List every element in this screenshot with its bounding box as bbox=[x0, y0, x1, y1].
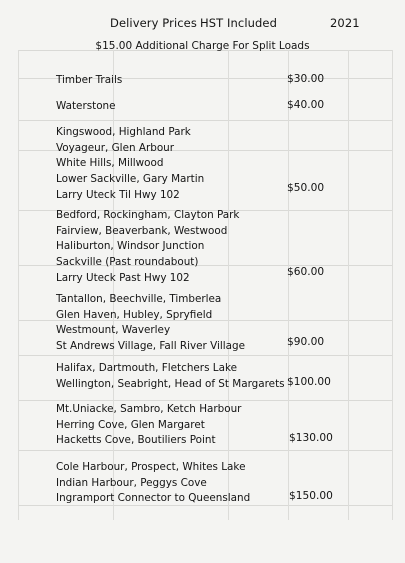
area-line: Wellington, Seabright, Head of St Margarets bbox=[56, 377, 285, 390]
year: 2021 bbox=[330, 16, 360, 30]
area-line: Mt.Uniacke, Sambro, Ketch Harbour bbox=[56, 403, 242, 415]
page-title: Delivery Prices bbox=[110, 16, 197, 30]
area-line: Halifax, Dartmouth, Fletchers Lake bbox=[56, 362, 237, 374]
tax-note: HST Included bbox=[200, 16, 277, 30]
area-line: Waterstone bbox=[56, 100, 116, 112]
zone-5-price: $90.00 bbox=[287, 336, 325, 348]
area-line: Tantallon, Beechville, Timberlea bbox=[56, 293, 222, 305]
zone-7-price: $130.00 bbox=[289, 432, 333, 444]
zone-3-price: $50.00 bbox=[287, 182, 325, 194]
split-load-surcharge: $15.00 Additional Charge For Split Loads bbox=[95, 40, 310, 52]
area-line: Lower Sackville, Gary Martin bbox=[56, 173, 205, 186]
area-line: Fairview, Beaverbank, Westwood bbox=[56, 224, 228, 237]
area-line: Timber Trails bbox=[56, 74, 123, 86]
header-title-row bbox=[0, 16, 405, 36]
zone-6-price: $100.00 bbox=[287, 376, 331, 388]
area-line: Sackville (Past roundabout) bbox=[56, 256, 199, 269]
area-line: Voyageur, Glen Arbour bbox=[56, 141, 175, 154]
area-line: Glen Haven, Hubley, Spryfield bbox=[56, 308, 213, 321]
area-line: Larry Uteck Til Hwy 102 bbox=[56, 188, 180, 201]
area-line: Ingramport Connector to Queensland bbox=[56, 492, 251, 505]
area-line: Indian Harbour, Peggys Cove bbox=[56, 476, 207, 489]
area-line: Kingswood, Highland Park bbox=[56, 126, 191, 138]
zone-1-price: $30.00 bbox=[287, 73, 325, 85]
area-line: Larry Uteck Past Hwy 102 bbox=[56, 271, 190, 284]
area-line: Westmount, Waverley bbox=[56, 324, 171, 337]
zone-8-price: $150.00 bbox=[289, 490, 333, 502]
area-line: Hacketts Cove, Boutiliers Point bbox=[56, 434, 216, 447]
area-line: Cole Harbour, Prospect, Whites Lake bbox=[56, 461, 246, 473]
area-line: White Hills, Millwood bbox=[56, 157, 164, 170]
area-line: Haliburton, Windsor Junction bbox=[56, 240, 205, 253]
zone-4-price: $60.00 bbox=[287, 266, 325, 278]
area-line: St Andrews Village, Fall River Village bbox=[56, 340, 245, 353]
zone-2-price: $40.00 bbox=[287, 99, 325, 111]
area-line: Herring Cove, Glen Margaret bbox=[56, 418, 205, 431]
area-line: Bedford, Rockingham, Clayton Park bbox=[56, 209, 240, 221]
